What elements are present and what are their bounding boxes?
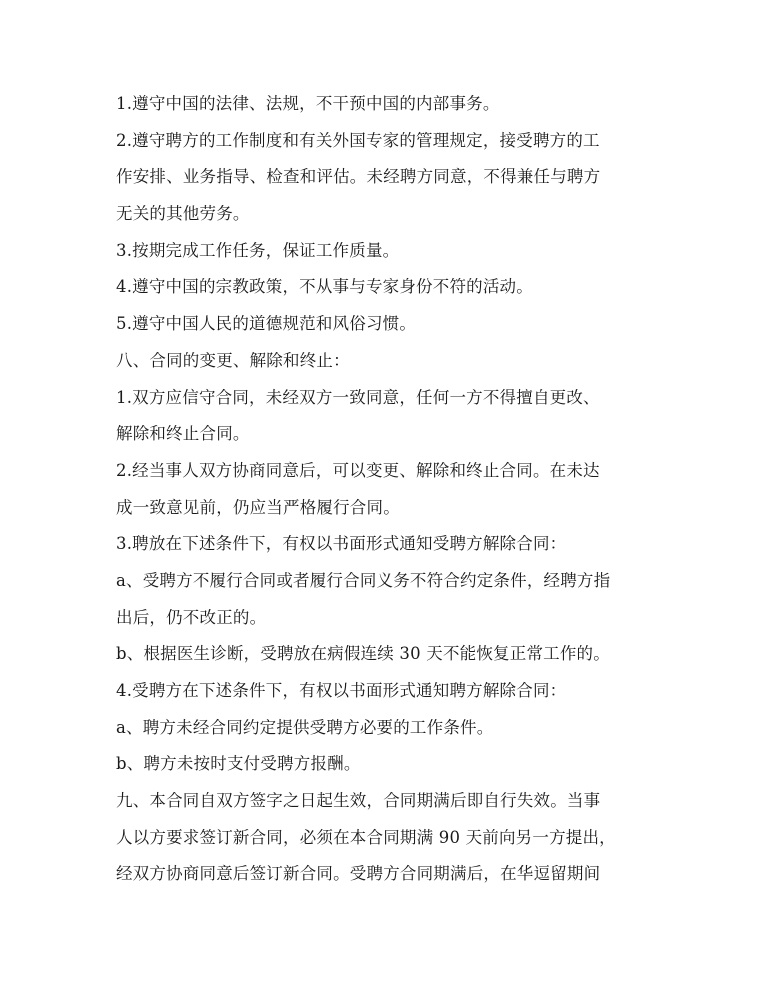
document-body [116,86,661,893]
text-line: 3.按期完成工作任务，保证工作质量。 [116,240,400,260]
text-line: 2.经当事人双方协商同意后，可以变更、解除和终止合同。在未达 [116,460,600,480]
text-line: 1.遵守中国的法律、法规，不干预中国的内部事务。 [116,94,500,113]
text-line: a、受聘方不履行合同或者履行合同义务不符合约定条件，经聘方指 [116,570,611,590]
section-heading: 九、本合同自双方签字之日起生效，合同期满后即自行失效。当事 [116,791,601,811]
text-line: 经双方协商同意后签订新合同。受聘方合同期满后，在华逗留期间 [116,864,601,884]
text-line: 4.遵守中国的宗教政策，不从事与专家身份不符的活动。 [116,277,533,297]
text-line: b、聘方未按时支付受聘方报酬。 [116,754,361,774]
text-line: 3.聘放在下述条件下，有权以书面形式通知受聘方解除合同： [116,534,567,554]
text-line: a、聘方未经合同约定提供受聘方必要的工作条件。 [116,717,494,737]
text-line: 解除和终止合同。 [116,424,250,444]
text-line: 成一致意见前，仍应当严格履行合同。 [116,497,400,517]
text-line: 无关的其他劳务。 [116,204,250,224]
text-line: 5.遵守中国人民的道德规范和风俗习惯。 [116,314,417,334]
text-line: 2.遵守聘方的工作制度和有关外国专家的管理规定，接受聘方的工 [116,130,600,150]
text-line: 出后，仍不改正的。 [116,607,267,627]
section-heading: 八、合同的变更、解除和终止： [116,350,350,370]
text-line: 作安排、业务指导、检查和评估。未经聘方同意，不得兼任与聘方 [116,167,601,187]
text-line: 人以方要求签订新合同，必须在本合同期满 90 天前向另一方提出， [116,827,616,847]
text-line: b、根据医生诊断，受聘放在病假连续 30 天不能恢复正常工作的。 [116,644,610,664]
text-line: 1.双方应信守合同，未经双方一致同意，任何一方不得擅自更改、 [116,387,600,407]
text-line: 4.受聘方在下述条件下，有权以书面形式通知聘方解除合同： [116,681,567,700]
